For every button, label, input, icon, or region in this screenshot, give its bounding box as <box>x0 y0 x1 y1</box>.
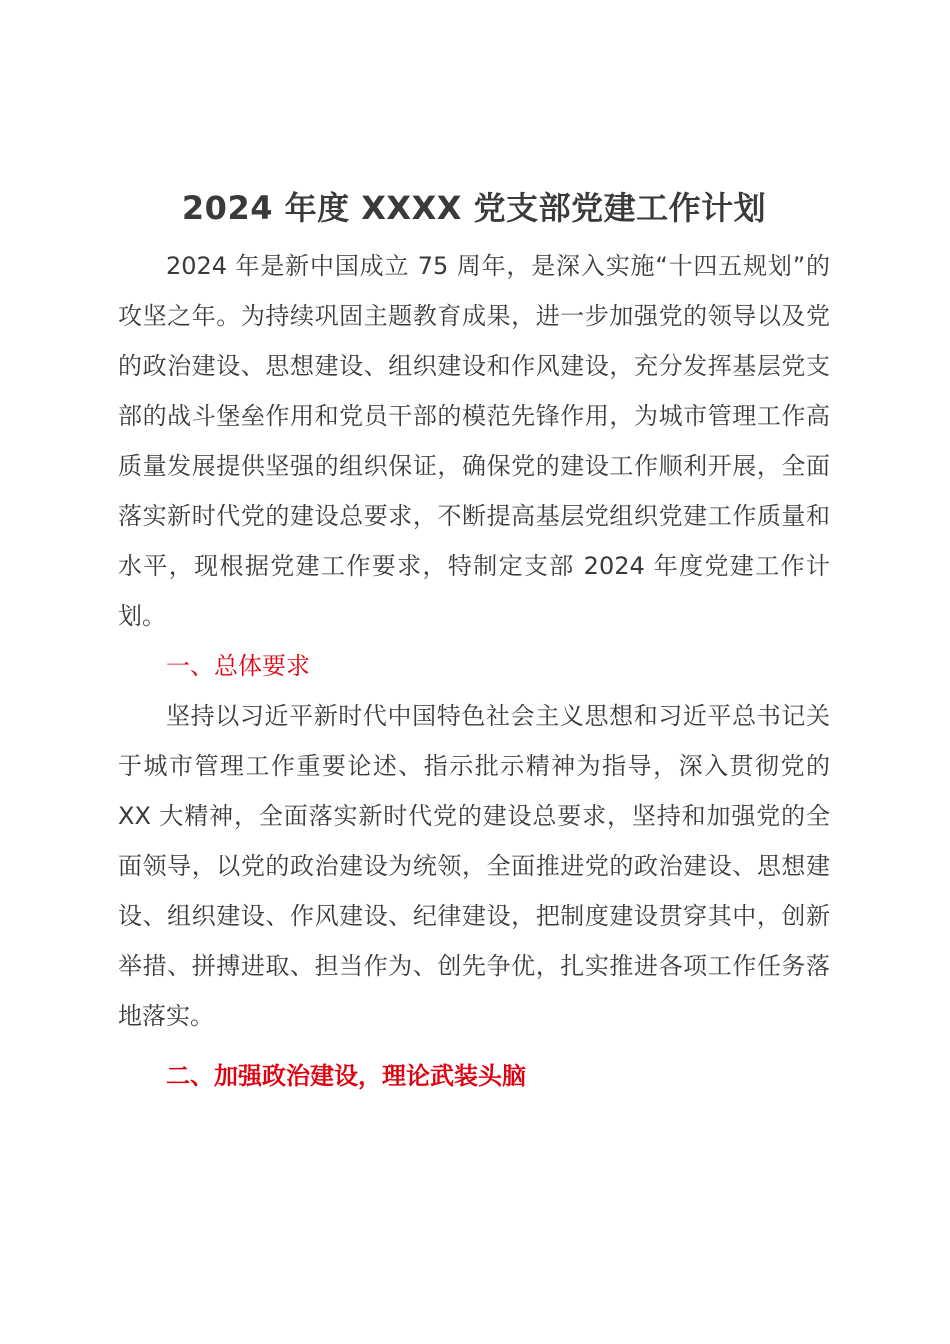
document-title: 2024 年度 XXXX 党支部党建工作计划 <box>181 189 767 227</box>
section-heading-political-construction: 二、加强政治建设，理论武装头脑 <box>166 1062 526 1090</box>
section-heading-general-requirements: 一、总体要求 <box>166 652 310 680</box>
document-page <box>118 180 830 1101</box>
intro-paragraph: 2024 年是新中国成立 75 周年，是深入实施“十四五规划”的攻坚之年。为持续巩固主题教育成果，进一步加强党的领导以及党的政治建设、思想建设、组织建设和作风建设，充分发挥基层党支部的战斗堡垒作用和党员干部的模范先锋作用，为城市管理工作高质量发展提供坚强的组织保证，确保党的建设工作顺利开展，全面落实新时代党的建设总要求，不断提高基层党组织党建工作质量和水平，现根据党建工作要求，特制定支部 2024 年度党建工作计划。 <box>118 252 830 630</box>
section-body-general-requirements: 坚持以习近平新时代中国特色社会主义思想和习近平总书记关于城市管理工作重要论述、指示批示精神为指导，深入贯彻党的 XX 大精神，全面落实新时代党的建设总要求，坚持和加强党的全面领导，以党的政治建设为统领，全面推进党的政治建设、思想建设、组织建设、作风建设、纪律建设，把制度建设贯穿其中，创新举措、拼搏进取、担当作为、创先争优，扎实推进各项工作任务落地落实。 <box>118 702 830 1030</box>
